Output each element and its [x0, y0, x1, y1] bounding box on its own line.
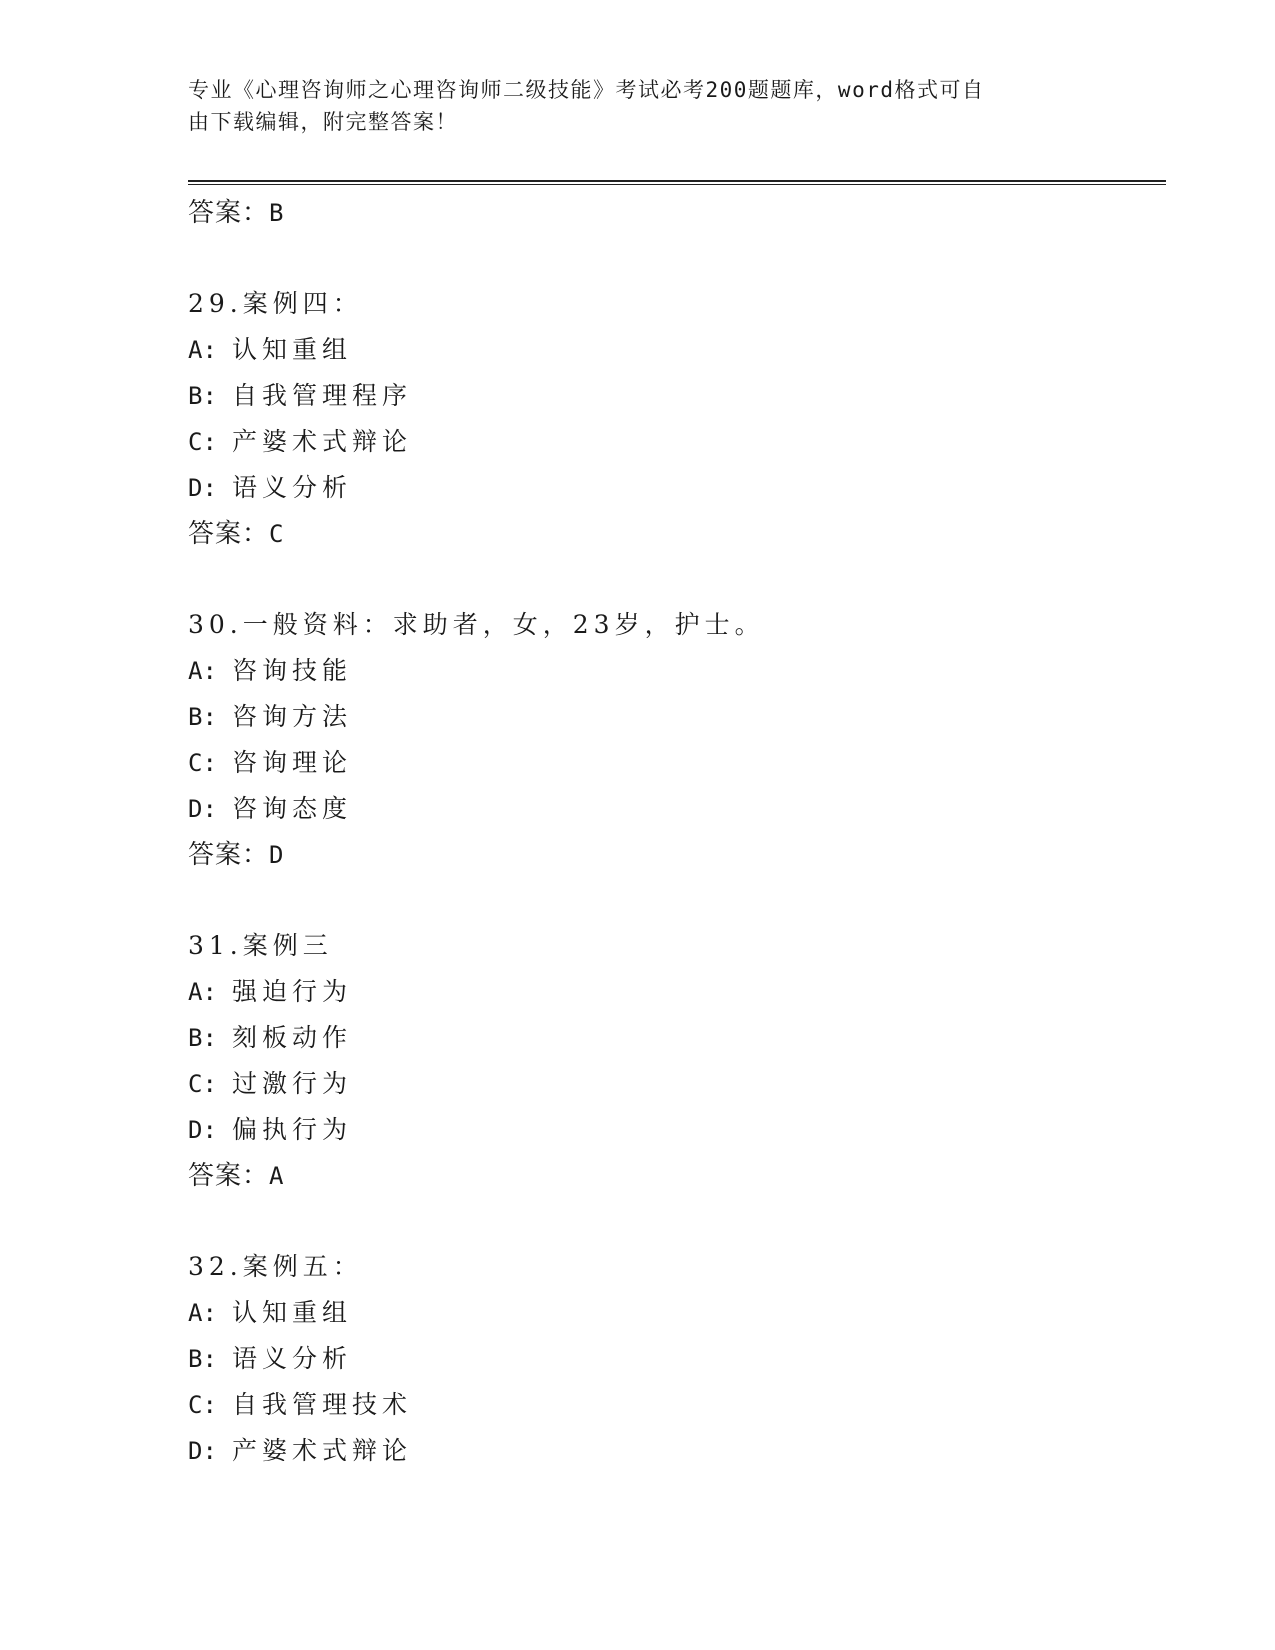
- answer-prefix: 答案：: [188, 1161, 270, 1191]
- option-b: [188, 1336, 1166, 1382]
- option-label: B:: [188, 703, 217, 731]
- option-label: B:: [188, 1024, 217, 1052]
- option-text: 产婆术式辩论: [232, 427, 413, 456]
- option-label: D:: [188, 795, 217, 823]
- header-divider-thick: [188, 180, 1166, 182]
- option-d: [188, 1428, 1166, 1474]
- option-label: B:: [188, 1345, 217, 1373]
- option-a: [188, 1290, 1166, 1336]
- question-stem: 29.案例四：: [188, 289, 363, 318]
- header-line-2: 由下载编辑，附完整答案！: [188, 110, 458, 134]
- answer-prefix: 答案：: [188, 198, 270, 228]
- question-block: [188, 1244, 1166, 1474]
- option-b: [188, 1015, 1166, 1061]
- option-text: 自我管理技术: [232, 1390, 413, 1419]
- answer-value: A: [269, 1162, 285, 1190]
- option-label: A:: [188, 336, 217, 364]
- option-a: [188, 648, 1166, 694]
- answer-prefix: 答案：: [188, 519, 270, 549]
- option-label: C:: [188, 1391, 217, 1419]
- answer-line: [188, 832, 1166, 878]
- answer-line: [188, 511, 1166, 557]
- question-stem: 31.案例三: [188, 931, 333, 960]
- option-text: 咨询理论: [232, 748, 353, 777]
- answer-prefix: 答案：: [188, 840, 270, 870]
- option-text: 咨询技能: [232, 656, 353, 685]
- option-label: C:: [188, 1070, 217, 1098]
- option-d: [188, 1107, 1166, 1153]
- answer-value: B: [269, 199, 285, 227]
- option-text: 偏执行为: [232, 1115, 353, 1144]
- option-label: A:: [188, 657, 217, 685]
- option-text: 认知重组: [232, 335, 353, 364]
- header-line-1: 专业《心理咨询师之心理咨询师二级技能》考试必考200题题库，word格式可自: [188, 78, 985, 102]
- option-b: [188, 373, 1166, 419]
- answer-line: [188, 1153, 1166, 1199]
- option-c: [188, 1382, 1166, 1428]
- answer-value: C: [269, 520, 285, 548]
- option-label: A:: [188, 1299, 217, 1327]
- header-divider-thin: [188, 184, 1166, 185]
- option-a: [188, 969, 1166, 1015]
- option-a: [188, 327, 1166, 373]
- option-text: 语义分析: [232, 473, 353, 502]
- question-block: [188, 281, 1166, 557]
- option-label: D:: [188, 1437, 217, 1465]
- answer-line: [188, 190, 1166, 236]
- option-d: [188, 786, 1166, 832]
- option-text: 强迫行为: [232, 977, 353, 1006]
- question-block: [188, 602, 1166, 878]
- option-label: B:: [188, 382, 217, 410]
- option-b: [188, 694, 1166, 740]
- question-stem: 30.一般资料：求助者，女，23岁，护士。: [188, 610, 765, 639]
- option-label: D:: [188, 474, 217, 502]
- option-d: [188, 465, 1166, 511]
- option-text: 认知重组: [232, 1298, 353, 1327]
- question-stem: 32.案例五：: [188, 1252, 363, 1281]
- option-c: [188, 419, 1166, 465]
- option-label: C:: [188, 428, 217, 456]
- answer-value: D: [269, 841, 285, 869]
- option-label: D:: [188, 1116, 217, 1144]
- question-list: [188, 190, 1166, 1474]
- page-header: [188, 74, 1088, 138]
- option-text: 自我管理程序: [232, 381, 413, 410]
- option-text: 咨询方法: [232, 702, 353, 731]
- option-c: [188, 1061, 1166, 1107]
- option-text: 过激行为: [232, 1069, 353, 1098]
- option-c: [188, 740, 1166, 786]
- option-text: 咨询态度: [232, 794, 353, 823]
- option-label: A:: [188, 978, 217, 1006]
- option-text: 语义分析: [232, 1344, 353, 1373]
- option-text: 产婆术式辩论: [232, 1436, 413, 1465]
- option-text: 刻板动作: [232, 1023, 353, 1052]
- question-block: [188, 923, 1166, 1199]
- option-label: C:: [188, 749, 217, 777]
